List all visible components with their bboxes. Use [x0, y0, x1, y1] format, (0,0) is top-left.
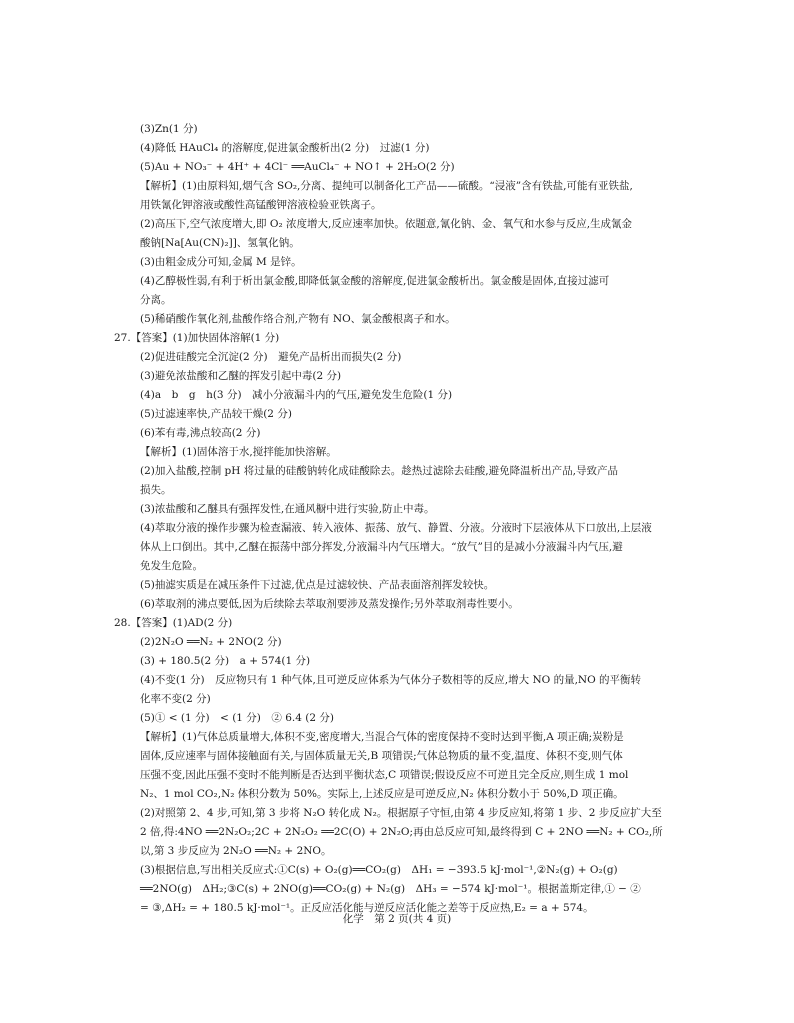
- answer-content: [114, 120, 710, 918]
- analysis-line: 【解析】(1)气体总质量增大,体积不变,密度增大,当混合气体的密度保持不变时达到平衡,A 项正确;炭粉是: [140, 731, 624, 743]
- analysis-line: 分离。: [140, 294, 172, 306]
- analysis-line: 压强不变,因此压强不变时不能判断是否达到平衡状态,C 项错误;假设反应不可逆且完全反应,则生成 1 mol: [140, 769, 629, 781]
- analysis-line: (3)浓盐酸和乙醚具有强挥发性,在通风橱中进行实验,防止中毒。: [140, 503, 435, 515]
- analysis-line: (3)根据信息,写出相关反应式:①C(s) + O₂(g)══CO₂(g) ΔH₁ = −393.5 kJ·mol⁻¹,②N₂(g) + O₂(g): [140, 864, 618, 876]
- analysis-line: (5)稀硝酸作氧化剂,盐酸作络合剂,产物有 NO、氯金酸根离子和水。: [140, 313, 456, 325]
- analysis-line: 【解析】(1)由原料知,烟气含 SO₂,分离、提纯可以制备化工产品——硫酸。“浸液”含有铁盐,可能有亚铁盐,: [140, 180, 633, 192]
- analysis-line: (2)对照第 2、4 步,可知,第 3 步将 N₂O 转化成 N₂。根据原子守恒,由第 4 步反应知,将第 1 步、2 步反应扩大至: [140, 807, 662, 819]
- analysis-line: (3)由粗金成分可知,金属 M 是锌。: [140, 256, 302, 268]
- answer-line: (5)① < (1 分) < (1 分) ② 6.4 (2 分): [140, 712, 334, 724]
- answer-line: (6)苯有毒,沸点较高(2 分): [140, 427, 261, 439]
- answer-line: (2)2N₂O ══N₂ + 2NO(2 分): [140, 636, 282, 648]
- analysis-line: (2)加入盐酸,控制 pH 将过量的硅酸钠转化成硅酸除去。趁热过滤除去硅酸,避免降温析出产品,导致产品: [140, 465, 618, 477]
- analysis-line: (4)乙醇极性弱,有利于析出氯金酸,即降低氯金酸的溶解度,促进氯金酸析出。氯金酸是固体,直接过滤可: [140, 275, 610, 287]
- answer-line: (4)a b g h(3 分) 减小分液漏斗内的气压,避免发生危险(1 分): [140, 389, 453, 401]
- page-footer: 化学 第 2 页(共 4 页): [342, 913, 452, 925]
- analysis-line: 酸钠[Na[Au(CN)₂]]、氢氧化钠。: [140, 237, 300, 249]
- analysis-line: = ③,ΔH₂ = + 180.5 kJ·mol⁻¹。正反应活化能与逆反应活化能之差等于反应热,E₂ = a + 574。: [140, 902, 594, 914]
- answer-line: (4)降低 HAuCl₄ 的溶解度,促进氯金酸析出(2 分) 过滤(1 分): [140, 142, 430, 154]
- answer-line: (4)不变(1 分) 反应物只有 1 种气体,且可逆反应体系为气体分子数相等的反应,增大 NO 的量,NO 的平衡转: [140, 674, 642, 686]
- question-27-answer-heading: 27.【答案】(1)加快固体溶解(1 分): [114, 332, 280, 344]
- analysis-line: 体从上口倒出。其中,乙醚在振荡中部分挥发,分液漏斗内气压增大。“放气”目的是减小分液漏斗内气压,避: [140, 541, 623, 553]
- analysis-line: 固体,反应速率与固体接触面有关,与固体质量无关,B 项错误;气体总物质的量不变,温度、体积不变,则气体: [140, 750, 623, 762]
- answer-line: (3) + 180.5(2 分) a + 574(1 分): [140, 655, 311, 667]
- analysis-line: 以,第 3 步反应为 2N₂O ══N₂ + 2NO。: [140, 845, 332, 857]
- analysis-line: 【解析】(1)固体溶于水,搅拌能加快溶解。: [140, 446, 337, 458]
- analysis-line: N₂、1 mol CO₂,N₂ 体积分数为 50%。实际上,上述反应是可逆反应,N₂ 体积分数小于 50%,D 项正确。: [140, 788, 624, 800]
- analysis-line: 免发生危险。: [140, 560, 203, 572]
- analysis-line: (2)高压下,空气浓度增大,即 O₂ 浓度增大,反应速率加快。依题意,氰化钠、金、氧气和水参与反应,生成氰金: [140, 218, 633, 230]
- analysis-line: ══2NO(g) ΔH₂;③C(s) + 2NO(g)══CO₂(g) + N₂(g) ΔH₃ = −574 kJ·mol⁻¹。根据盖斯定律,① − ②: [140, 883, 641, 895]
- answer-line: (5)过滤速率快,产品较干燥(2 分): [140, 408, 292, 420]
- answer-line: 化率不变(2 分): [140, 693, 211, 705]
- analysis-line: 2 倍,得:4NO ══2N₂O₂;2C + 2N₂O₂ ══2C(O) + 2N₂O;再由总反应可知,最终得到 C + 2NO ══N₂ + CO₂,所: [140, 826, 663, 838]
- analysis-line: 用铁氰化钾溶液或酸性高锰酸钾溶液检验亚铁离子。: [140, 199, 382, 211]
- answer-line: (5)Au + NO₃⁻ + 4H⁺ + 4Cl⁻ ══AuCl₄⁻ + NO↑ + 2H₂O(2 分): [140, 161, 455, 173]
- answer-line: (3)避免浓盐酸和乙醚的挥发引起中毒(2 分): [140, 370, 342, 382]
- analysis-line: (5)抽滤实质是在减压条件下过滤,优点是过滤较快、产品表面溶剂挥发较快。: [140, 579, 495, 591]
- answer-line: (2)促进硅酸完全沉淀(2 分) 避免产品析出而损失(2 分): [140, 351, 402, 363]
- analysis-line: 损失。: [140, 484, 172, 496]
- analysis-line: (6)萃取剂的沸点要低,因为后续除去萃取剂要涉及蒸发操作;另外萃取剂毒性要小。: [140, 598, 519, 610]
- answer-line: (3)Zn(1 分): [140, 123, 198, 135]
- question-28-answer-heading: 28.【答案】(1)AD(2 分): [114, 617, 233, 629]
- analysis-line: (4)萃取分液的操作步骤为检查漏液、转入液体、振荡、放气、静置、分液。分液时下层液体从下口放出,上层液: [140, 522, 652, 534]
